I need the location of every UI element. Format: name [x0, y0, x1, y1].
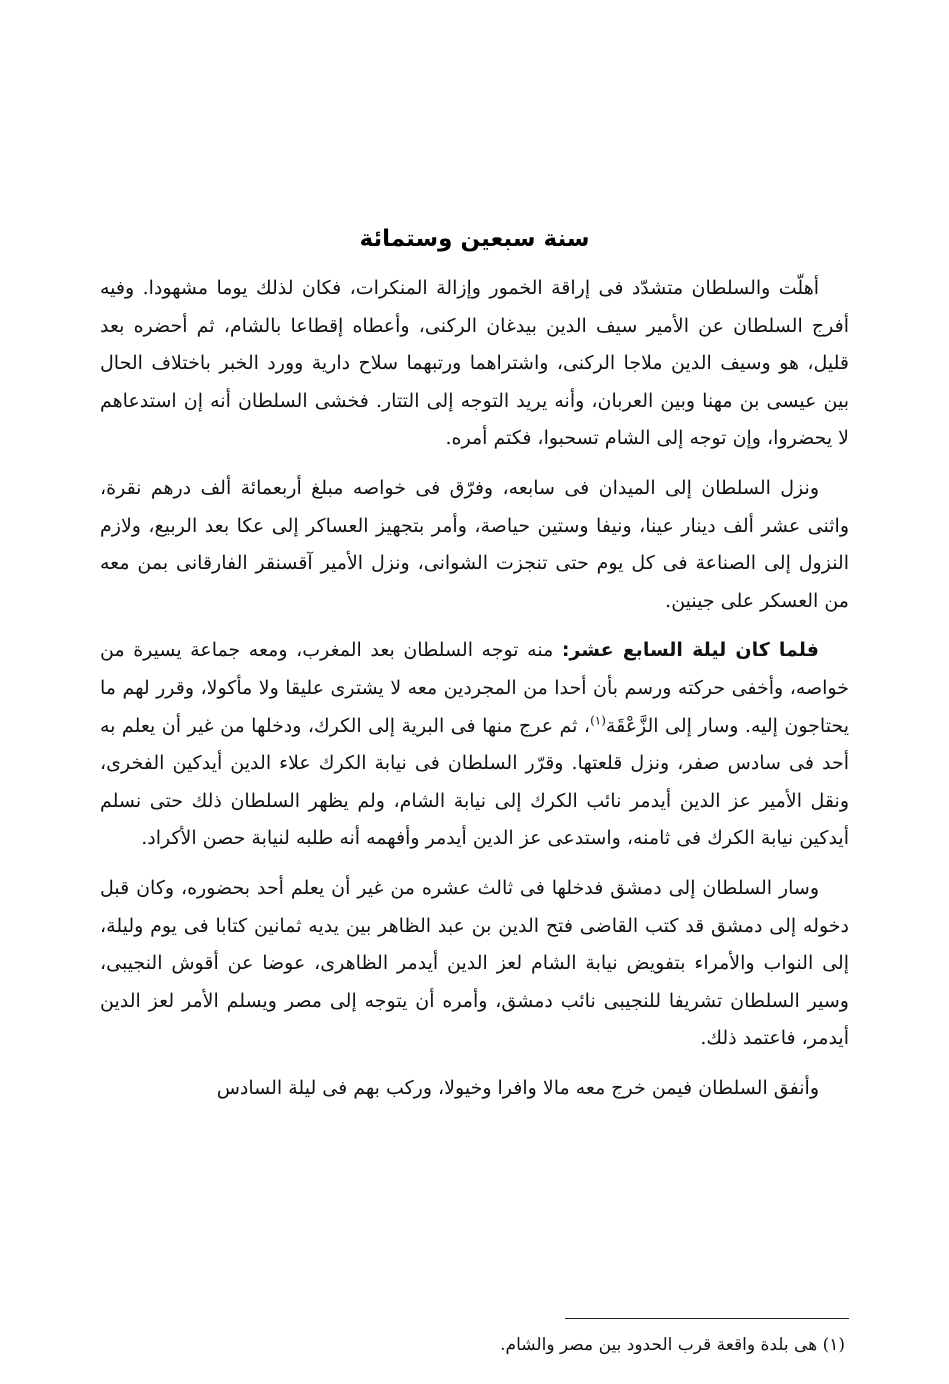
paragraph-3-text-part-2: ، ثم عرج منها فى البرية إلى الكرك، ودخلها من غير أن يعلم به أحد فى سادس صفر، ونزل قلعتها. وقرّر السلطان فى نيابة الكرك علاء الدين أيدكين الفخرى، ونقل الأمير عز الدين أيدمر نائب الكرك إلى نيابة الشام، ولم يظهر السلطان ذلك حتى نسلم أيدكين نيابة الكرك فى ثامنه، واستدعى عز الدين أيدمر وأفهمه أنه طلبه لنيابة حصن الأكراد.	[100, 714, 849, 850]
paragraph-3-text-part-1: منه توجه السلطان بعد المغرب، ومعه جماعة يسيرة من خواصه، وأخفى حركته ورسم بأن أحدا من المجردين معه لا يشترى عليقا ولا مأكولا، وقرر لهم ما يحتاجون إليه. وسار إلى الزَّعْقَة	[100, 639, 849, 737]
paragraph-2: ونزل السلطان إلى الميدان فى سابعه، وفرّق فى خواصه مبلغ أربعمائة ألف درهم نقرة، واثنى عشر ألف دينار عينا، ونيفا وستين حياصة، وأمر بتجهيز العساكر إلى عكا بعد الربيع، ولازم النزول إلى الصناعة فى كل يوم حتى تنجزت الشوانى، ونزل الأمير آقسنقر الفارقانى بمن معه من العسكر على جينين.	[100, 476, 849, 612]
footnote: (١) هى بلدة واقعة قرب الحدود بين مصر والشام.	[500, 1335, 845, 1355]
footnote-divider	[565, 1318, 849, 1319]
paragraph-lead-phrase: فلما كان ليلة السابع عشر:	[561, 639, 819, 662]
paragraph-5: وأنفق السلطان فيمن خرج معه مالا وافرا وخيولا، وركب بهم فى ليلة السادس	[216, 1076, 819, 1099]
paragraph-1: أهلّت والسلطان متشدّد فى إراقة الخمور وإزالة المنكرات، فكان لذلك يوما مشهودا. وفيه أفرج السلطان عن الأمير سيف الدين بيدغان الركنى، وأعطاه إقطاعا بالشام، ثم أحضره بعد قليل، هو وسيف الدين ملاجا الركنى، واشتراهما ورتبهما سلاح دارية وورد الخبر باختلاف الحال بين عيسى بن مهنا وبين العربان، وأنه يريد التوجه إلى التتار. فخشى السلطان أنه إن استدعاهم لا يحضروا، وإن توجه إلى الشام تسحبوا، فكتم أمره.	[100, 277, 849, 450]
chapter-title: سنة سبعين وستمائة	[359, 226, 590, 252]
main-text	[100, 270, 849, 1119]
paragraph-3	[100, 632, 849, 858]
paragraph-4: وسار السلطان إلى دمشق فدخلها فى ثالث عشره من غير أن يعلم أحد بحضوره، وكان قبل دخوله إلى دمشق قد كتب القاضى فتح الدين بن عبد الظاهر بين يديه ثمانين كتابا فى يوم وليلة، إلى النواب والأمراء بتفويض نيابة الشام لعز الدين أيدمر الظاهرى، عوضا عن أقوش النجيبى، وسير السلطان تشريفا للنجيبى نائب دمشق، وأمره أن يتوجه إلى مصر ويسلم الأمر لعز الدين أيدمر، فاعتمد ذلك.	[100, 876, 849, 1050]
footnote-reference[interactable]: (١)	[590, 713, 606, 728]
